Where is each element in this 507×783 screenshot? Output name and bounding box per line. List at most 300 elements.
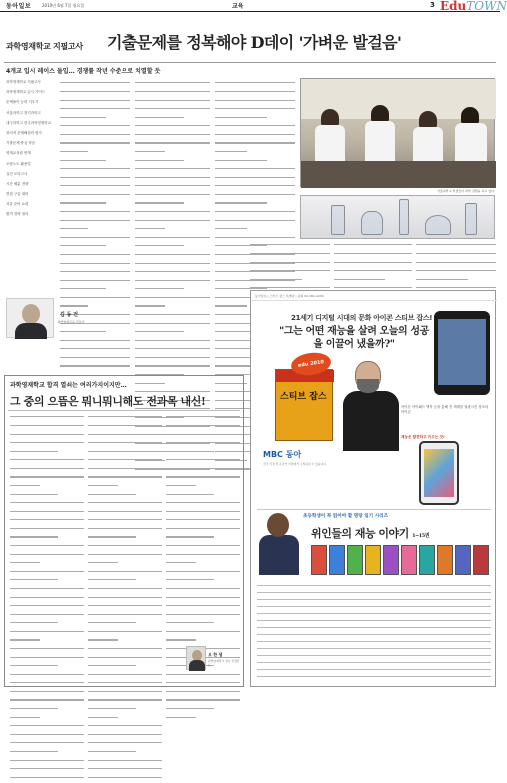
text-line xyxy=(166,468,240,474)
text-line xyxy=(166,502,240,508)
text-line xyxy=(88,571,162,577)
text-line xyxy=(215,108,295,114)
section-name: 교육 xyxy=(232,3,244,10)
text-line xyxy=(166,416,240,422)
text-line xyxy=(10,717,84,723)
series-cover[interactable] xyxy=(329,545,345,575)
text-line xyxy=(88,476,162,482)
text-line xyxy=(257,669,491,674)
article-column-4 xyxy=(250,242,330,288)
ad-blurb: 아이폰 아이패드 맥북 등을 통해 전 세계를 열광시킨 창조의 아이콘 xyxy=(401,405,489,414)
text-line xyxy=(166,442,240,448)
lab-coat xyxy=(315,125,345,165)
text-line xyxy=(60,297,130,303)
sidebar-item: 창의적 문제해결력 평가 xyxy=(6,130,42,135)
sidebar-item: 오답노트 활용법 xyxy=(6,161,31,166)
author-photo xyxy=(6,298,54,338)
text-line xyxy=(215,168,295,174)
author-name: 김 동 건 xyxy=(60,312,78,318)
text-line xyxy=(10,777,84,783)
text-line xyxy=(257,627,491,632)
text-line xyxy=(10,674,84,680)
text-line xyxy=(60,82,130,88)
series-covers[interactable] xyxy=(311,545,491,581)
text-line xyxy=(334,270,412,276)
text-line xyxy=(88,588,162,594)
series-kicker: 초등학생이 꼭 읽어야 할 명랑 일기 시리즈 xyxy=(303,514,389,519)
text-line xyxy=(166,579,240,585)
text-line xyxy=(257,606,491,611)
series-cover[interactable] xyxy=(473,545,489,575)
sidebar-item: 대구과학고 한국과학영재학교 xyxy=(6,120,51,125)
text-line xyxy=(88,622,162,628)
text-line xyxy=(10,416,84,422)
text-line xyxy=(10,494,84,500)
box-column-2 xyxy=(88,414,162,684)
text-line xyxy=(250,270,330,276)
text-line xyxy=(60,220,130,226)
child-photo xyxy=(259,513,301,575)
flask xyxy=(465,203,477,235)
text-line xyxy=(215,91,295,97)
text-line xyxy=(60,117,130,123)
text-line xyxy=(166,425,240,431)
text-line xyxy=(215,220,295,226)
text-line xyxy=(60,194,130,200)
text-line xyxy=(135,220,210,226)
series-cover[interactable] xyxy=(437,545,453,575)
text-line xyxy=(166,571,240,577)
text-line xyxy=(166,614,240,620)
text-line xyxy=(88,528,162,534)
text-line xyxy=(166,699,240,705)
text-line xyxy=(334,253,412,259)
text-line xyxy=(135,125,210,131)
text-line xyxy=(88,425,162,431)
text-line xyxy=(60,237,130,243)
text-line xyxy=(10,511,84,517)
text-line xyxy=(10,562,84,568)
ad-footer-text xyxy=(257,583,491,685)
text-line xyxy=(88,536,162,542)
text-line xyxy=(88,751,162,757)
text-line xyxy=(166,691,240,697)
text-line xyxy=(135,82,210,88)
text-line xyxy=(10,725,84,731)
text-line xyxy=(257,613,491,618)
box-divider xyxy=(8,410,240,411)
text-line xyxy=(10,425,84,431)
illustration-beard xyxy=(357,379,379,393)
text-line xyxy=(60,151,130,157)
text-line xyxy=(88,691,162,697)
text-line xyxy=(88,614,162,620)
article-sidebar xyxy=(6,80,58,223)
text-line xyxy=(166,554,240,560)
text-line xyxy=(10,476,84,482)
ad-intro: 21세기 디지털 시대의 문화 아이콘 스티브 잡스! xyxy=(291,314,433,322)
text-line xyxy=(135,194,210,200)
text-line xyxy=(215,228,295,234)
lab-coat xyxy=(413,127,443,165)
text-line xyxy=(135,142,210,148)
text-line xyxy=(135,314,210,320)
lab-coat xyxy=(365,121,395,165)
text-line xyxy=(166,485,240,491)
box-column-1 xyxy=(10,414,84,684)
columnist-photo-body xyxy=(189,660,205,671)
text-line xyxy=(88,545,162,551)
text-line xyxy=(60,134,130,140)
text-line xyxy=(88,639,162,645)
text-line xyxy=(88,605,162,611)
text-line xyxy=(60,125,130,131)
text-line xyxy=(10,451,84,457)
series-cover[interactable] xyxy=(365,545,381,575)
article-column-6 xyxy=(416,242,496,288)
text-line xyxy=(60,202,130,208)
text-line xyxy=(10,639,84,645)
text-line xyxy=(257,648,491,653)
text-line xyxy=(88,502,162,508)
text-line xyxy=(166,588,240,594)
illustration-torso xyxy=(343,391,399,451)
text-line xyxy=(416,262,496,268)
text-line xyxy=(10,536,84,542)
text-line xyxy=(10,742,84,748)
text-line xyxy=(135,151,210,157)
article-column-2 xyxy=(135,80,210,370)
text-line xyxy=(10,760,84,766)
text-line xyxy=(60,168,130,174)
text-line xyxy=(166,682,240,688)
text-line xyxy=(257,655,491,660)
text-line xyxy=(166,536,240,542)
lab-photo xyxy=(300,78,495,187)
ad-quote: "그는 어떤 재능을 살려 오늘의 성공을 이끌어 냈을까?" xyxy=(279,326,429,350)
columnist-photo xyxy=(186,646,206,670)
text-line xyxy=(250,244,330,250)
text-line xyxy=(10,614,84,620)
text-line xyxy=(215,151,295,157)
text-line xyxy=(88,554,162,560)
text-line xyxy=(215,194,295,200)
text-line xyxy=(416,270,496,276)
text-line xyxy=(135,202,210,208)
flask xyxy=(331,205,345,235)
text-line xyxy=(88,434,162,440)
text-line xyxy=(135,263,210,269)
text-line xyxy=(10,502,84,508)
text-line xyxy=(135,365,210,371)
text-line xyxy=(135,297,210,303)
book-cover[interactable] xyxy=(275,369,333,441)
text-line xyxy=(416,244,496,250)
text-line xyxy=(166,511,240,517)
text-line xyxy=(334,262,412,268)
text-line xyxy=(215,142,295,148)
text-line xyxy=(10,459,84,465)
series-cover[interactable] xyxy=(401,545,417,575)
text-line xyxy=(135,357,210,363)
text-line xyxy=(10,648,84,654)
photo-caption: 서울과학고 학생들이 과학 실험을 하고 있다. xyxy=(437,189,495,193)
text-line xyxy=(10,588,84,594)
text-line xyxy=(10,528,84,534)
text-line xyxy=(88,734,162,740)
text-line xyxy=(10,682,84,688)
text-line xyxy=(135,168,210,174)
text-line xyxy=(10,699,84,705)
text-line xyxy=(10,571,84,577)
columnist-name: 오 한 샘 xyxy=(208,652,223,657)
sidebar-item: 면접 구술 대비 xyxy=(6,192,29,197)
article-kicker: 과학영재학교 지필고사 xyxy=(6,42,83,51)
text-line xyxy=(88,768,162,774)
text-line xyxy=(88,442,162,448)
text-line xyxy=(135,288,210,294)
text-line xyxy=(215,100,295,106)
series-title-line xyxy=(311,525,429,541)
text-line xyxy=(88,511,162,517)
text-line xyxy=(135,340,210,346)
text-line xyxy=(10,434,84,440)
text-line xyxy=(10,554,84,560)
box-headline: 그 중의 으뜸은 뭐니뭐니해도 전과목 내신! xyxy=(10,395,206,408)
text-line xyxy=(250,253,330,259)
text-line xyxy=(60,348,130,354)
text-line xyxy=(60,108,130,114)
sidebar-item: 시간 배분 전략 xyxy=(6,181,29,186)
columnist-title: 과학영재학교 입시 컨설턴트 xyxy=(208,659,240,667)
sidebar-item: 과학영재학교 지필고사 xyxy=(6,80,41,84)
advertisement[interactable] xyxy=(250,290,496,687)
text-line xyxy=(60,365,130,371)
sidebar-item: 합격 전략 정리 xyxy=(6,212,29,217)
text-line xyxy=(135,305,210,311)
text-line xyxy=(10,597,84,603)
text-line xyxy=(257,620,491,625)
text-line xyxy=(135,271,210,277)
text-line xyxy=(135,228,210,234)
text-line xyxy=(257,662,491,667)
text-line xyxy=(88,451,162,457)
text-line xyxy=(135,323,210,329)
text-line xyxy=(10,708,84,714)
text-line xyxy=(10,442,84,448)
text-line xyxy=(88,416,162,422)
sidebar-item: 문제풀이 능력 키우기 xyxy=(6,100,39,105)
text-line xyxy=(250,262,330,268)
text-line xyxy=(215,117,295,123)
masthead xyxy=(0,0,507,13)
text-line xyxy=(88,760,162,766)
text-line xyxy=(215,160,295,166)
text-line xyxy=(60,245,130,251)
text-line xyxy=(88,674,162,680)
text-line xyxy=(135,108,210,114)
text-line xyxy=(88,657,162,663)
article-column-5 xyxy=(334,242,412,288)
box-kicker: 과학영재학교 합격 열쇠는 여러가지이지만… xyxy=(10,382,127,389)
text-line xyxy=(60,211,130,217)
text-line xyxy=(257,585,491,590)
text-line xyxy=(257,676,491,681)
text-line xyxy=(60,185,130,191)
text-line xyxy=(10,545,84,551)
text-line xyxy=(166,717,240,723)
text-line xyxy=(10,657,84,663)
ad-fine-print: 전국 서점 및 온라인 서점에서 구입하실 수 있습니다. xyxy=(263,462,327,466)
publisher-logo: MBC 동아 xyxy=(263,450,302,459)
article-column-1 xyxy=(60,80,130,290)
text-line xyxy=(10,622,84,628)
text-line xyxy=(10,734,84,740)
text-line xyxy=(166,605,240,611)
sidebar-item: 실전 모의고사 xyxy=(6,171,28,176)
flask xyxy=(425,215,451,235)
text-line xyxy=(166,545,240,551)
series-range: 1~15권 xyxy=(412,533,430,539)
series-cover[interactable] xyxy=(419,545,435,575)
text-line xyxy=(135,185,210,191)
text-line xyxy=(60,100,130,106)
series-title: 위인들의 재능 이야기 xyxy=(311,527,409,540)
lab-coat xyxy=(455,123,487,165)
author-title: 과학영재교육 전문가 xyxy=(57,320,85,324)
text-line xyxy=(88,717,162,723)
text-line xyxy=(166,597,240,603)
text-line xyxy=(10,519,84,525)
text-line xyxy=(135,254,210,260)
text-line xyxy=(88,562,162,568)
text-line xyxy=(88,708,162,714)
sidebar-item: 기출문제 중심 학습 xyxy=(6,141,36,146)
text-line xyxy=(215,211,295,217)
text-line xyxy=(257,641,491,646)
text-line xyxy=(135,100,210,106)
text-line xyxy=(88,597,162,603)
ad-blurb-highlight: 재능은 발견하고 키우는 것! xyxy=(401,435,445,439)
text-line xyxy=(215,202,295,208)
text-line xyxy=(135,280,210,286)
author-photo-body xyxy=(15,323,47,339)
steve-jobs-illustration xyxy=(343,361,399,451)
text-line xyxy=(135,211,210,217)
text-line xyxy=(135,245,210,251)
text-line xyxy=(88,631,162,637)
text-line xyxy=(60,288,130,294)
text-line xyxy=(88,494,162,500)
series-cover[interactable] xyxy=(347,545,363,575)
book-title: 스티브 잡스 xyxy=(280,392,327,402)
text-line xyxy=(215,177,295,183)
text-line xyxy=(10,605,84,611)
text-line xyxy=(88,648,162,654)
text-line xyxy=(10,468,84,474)
article-headline: 기출문제를 정복해야 D데이 '가벼운 발걸음' xyxy=(107,33,402,52)
brand-edu: Edu xyxy=(440,0,467,13)
sidebar-item: 과학영재학교 입시 가이드 xyxy=(6,90,46,95)
iphone-image xyxy=(434,311,490,395)
text-line xyxy=(60,142,130,148)
text-line xyxy=(416,279,496,285)
text-line xyxy=(166,476,240,482)
text-line xyxy=(166,562,240,568)
series-cover[interactable] xyxy=(383,545,399,575)
series-cover[interactable] xyxy=(455,545,471,575)
text-line xyxy=(166,494,240,500)
text-line xyxy=(166,639,240,645)
text-line xyxy=(60,177,130,183)
flask-photo xyxy=(300,195,495,239)
text-line xyxy=(257,599,491,604)
author-photo-head xyxy=(22,304,40,324)
brand-town: TOWN xyxy=(466,0,507,13)
text-line xyxy=(416,253,496,259)
text-line xyxy=(166,528,240,534)
divider xyxy=(4,62,496,63)
text-line xyxy=(60,91,130,97)
sidebar-item: 서울과학고 경기과학고 xyxy=(6,110,41,115)
text-line xyxy=(166,451,240,457)
lab-bench xyxy=(301,161,496,188)
text-line xyxy=(10,579,84,585)
ad-topbar: 동아일보 | 스티브 잡스 특별판 | 문의 02-361-1234 xyxy=(251,291,497,301)
text-line xyxy=(88,742,162,748)
text-line xyxy=(215,134,295,140)
text-line xyxy=(60,254,130,260)
text-line xyxy=(88,468,162,474)
text-line xyxy=(10,485,84,491)
text-line xyxy=(88,777,162,783)
text-line xyxy=(135,177,210,183)
text-line xyxy=(60,331,130,337)
text-line xyxy=(135,160,210,166)
text-line xyxy=(88,725,162,731)
text-line xyxy=(257,634,491,639)
text-line xyxy=(88,699,162,705)
text-line xyxy=(257,592,491,597)
text-line xyxy=(60,357,130,363)
text-line xyxy=(88,682,162,688)
text-line xyxy=(88,519,162,525)
flask xyxy=(361,211,383,235)
text-line xyxy=(60,228,130,234)
issue-date: 2010년 6월 7일 월요일 xyxy=(42,3,85,8)
text-line xyxy=(166,622,240,628)
series-cover[interactable] xyxy=(311,545,327,575)
text-line xyxy=(135,134,210,140)
text-line xyxy=(10,631,84,637)
ad-divider xyxy=(257,509,491,510)
text-line xyxy=(215,185,295,191)
article-deck: 4개교 입시 레이스 돌입… 경쟁률 작년 수준으로 치열할 듯 xyxy=(6,68,161,75)
text-line xyxy=(166,459,240,465)
text-line xyxy=(135,237,210,243)
edutown-logo xyxy=(440,0,507,13)
text-line xyxy=(10,751,84,757)
text-line xyxy=(60,271,130,277)
text-line xyxy=(334,279,412,285)
newspaper-name: 동아일보 xyxy=(6,3,32,10)
text-line xyxy=(135,348,210,354)
text-line xyxy=(215,125,295,131)
child-photo-body xyxy=(259,535,299,575)
text-line xyxy=(60,280,130,286)
flask xyxy=(399,199,409,235)
child-photo-head xyxy=(267,513,289,537)
